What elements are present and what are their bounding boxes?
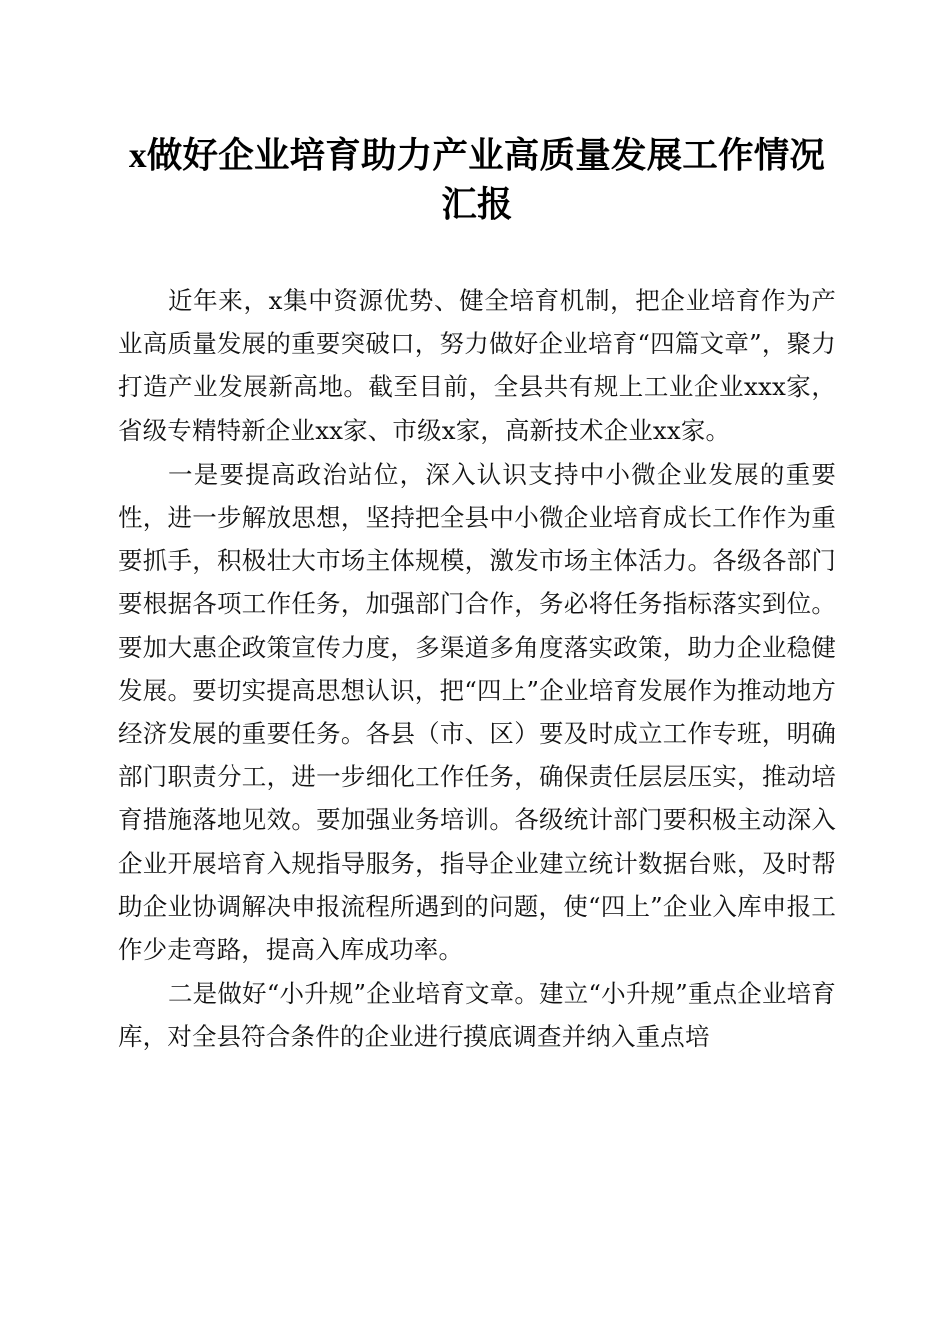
page-title: x做好企业培育助力产业高质量发展工作情况汇报 — [128, 135, 826, 224]
body-paragraph-1: 近年来，x集中资源优势、健全培育机制，把企业培育作为产业高质量发展的重要突破口，努力做好企业培育“四篇文章”，聚力打造产业发展新高地。截至目前，全县共有规上工业企业xxx家，省级专精特新企业xx家、市级x家，高新技术企业xx家。 — [118, 286, 836, 445]
document-body — [118, 0, 836, 1059]
body-paragraph-2: 一是要提高政治站位，深入认识支持中小微企业发展的重要性，进一步解放思想，坚持把全县中小微企业培育成长工作作为重要抓手，积极壮大市场主体规模，激发市场主体活力。各级各部门要根据各项工作任务，加强部门合作，务必将任务指标落实到位。要加大惠企政策宣传力度，多渠道多角度落实政策，助力企业稳健发展。要切实提高思想认识，把“四上”企业培育发展作为推动地方经济发展的重要任务。各县（市、区）要及时成立工作专班，明确部门职责分工，进一步细化工作任务，确保责任层层压实，推动培育措施落地见效。要加强业务培训。各级统计部门要积极主动深入企业开展培育入规指导服务，指导企业建立统计数据台账，及时帮助企业协调解决申报流程所遇到的问题，使“四上”企业入库申报工作少走弯路，提高入库成功率。 — [118, 459, 836, 965]
body-paragraph-3: 二是做好“小升规”企业培育文章。建立“小升规”重点企业培育库，对全县符合条件的企业进行摸底调查并纳入重点培 — [118, 979, 836, 1052]
